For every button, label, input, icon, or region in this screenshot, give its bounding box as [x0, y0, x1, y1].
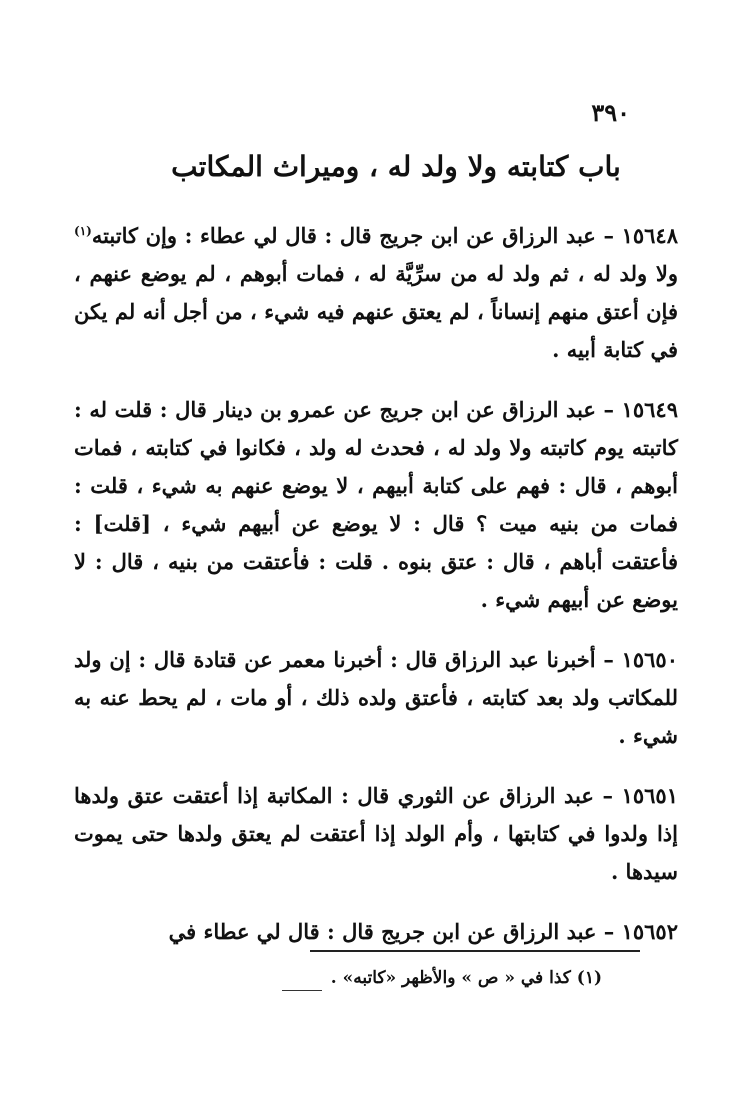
footnote-marker: (١) — [74, 224, 92, 238]
hadith-paragraph: ١٥٦٥٢ – عبد الرزاق عن ابن جريج قال : قال لي عطاء في — [168, 919, 678, 944]
hadith-text-continued: ولا ولد له ، ثم ولد له من سرِّيَّة له ، فمات أبوهم ، لم يوضع عنهم ، فإن أعتق منهم إنساناً ، لم يعتق عنهم فيه شيء ، من أجل أنه لم يكن في كتابة أبيه . — [74, 261, 678, 362]
chapter-title: باب كتابته ولا ولد له ، وميراث المكاتب — [171, 150, 621, 183]
page-number: ٣٩٠ — [591, 98, 630, 127]
hadith-paragraph: ١٥٦٥٠ – أخبرنا عبد الرزاق قال : أخبرنا معمر عن قتادة قال : إن ولد للمكاتب ولد بعد كتابته ، فأعتق ولده ذلك ، أو مات ، لم يحط عنه به شيء . — [74, 647, 678, 748]
hadith-paragraph: ١٥٦٥١ – عبد الرزاق عن الثوري قال : المكاتبة إذا أعتقت عتق ولدها إذا ولدوا في كتابتها ، وأم الولد إذا أعتقت لم يعتق ولدها حتى يموت سيدها . — [74, 783, 678, 884]
hadith-text: ١٥٦٤٨ – عبد الرزاق عن ابن جريج قال : قال لي عطاء : وإن كاتبته — [91, 223, 678, 248]
hadith-paragraph — [74, 212, 678, 369]
footnote: (١) كذا في « ص » والأظهر «كاتبه» . — [330, 968, 602, 988]
footnote-separator — [310, 950, 640, 952]
footnote-dash-mark — [282, 990, 322, 991]
body-text — [74, 212, 678, 973]
hadith-paragraph: ١٥٦٤٩ – عبد الرزاق عن ابن جريج عن عمرو بن دينار قال : قلت له : كاتبته يوم كاتبته ولا ولد له ، فحدث له ولد ، فكانوا في كتابته ، فمات أبوهم ، قال : فهم على كتابة أبيهم ، لا يوضع عنهم به شيء ، قلت : فمات من بنيه ميت ؟ قال : لا يوضع عن أبيهم شيء ، [قلت] : فأعتقت أباهم ، قال : عتق بنوه . قلت : فأعتقت من بنيه ، قال : لا يوضع عن أبيهم شيء . — [74, 397, 679, 612]
